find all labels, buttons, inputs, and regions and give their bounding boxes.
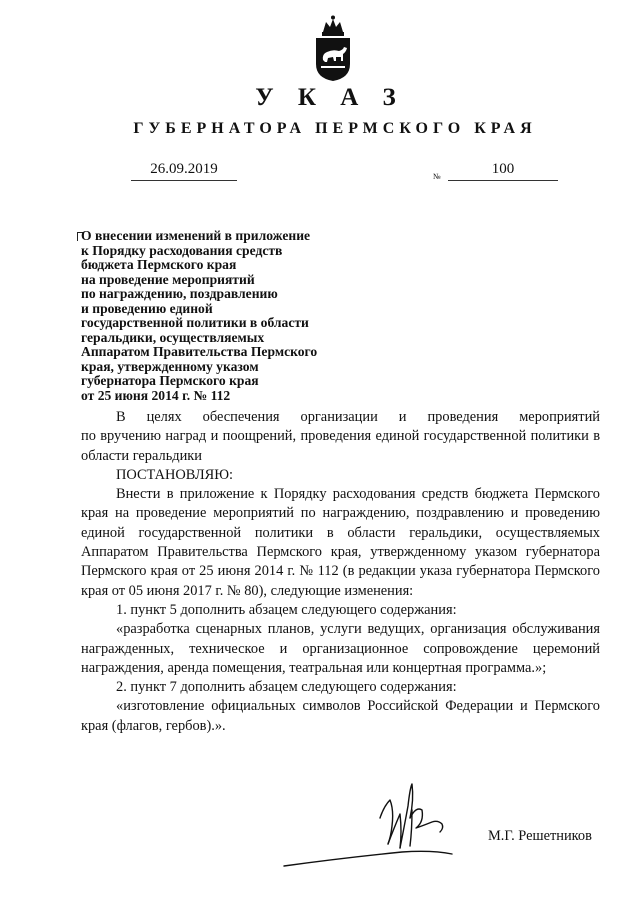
heading-line: на проведение мероприятий — [81, 271, 255, 287]
document-date: 26.09.2019 — [150, 161, 218, 177]
document-heading — [81, 229, 371, 403]
heading-line: Аппаратом Правительства Пермского — [81, 344, 318, 359]
document-subtitle: ГУБЕРНАТОРА ПЕРМСКОГО КРАЯ — [133, 120, 537, 137]
date-field — [131, 161, 237, 181]
heading-line: по награждению, поздравлению — [81, 286, 278, 301]
heading-line: и проведению единой — [81, 300, 213, 316]
date-underline — [131, 180, 237, 181]
signer-name: М.Г. Решетников — [488, 828, 592, 844]
item-2: 2. пункт 7 дополнить абзацем следующего содержания: — [116, 679, 457, 696]
document-number: 100 — [491, 161, 515, 177]
decree-word: ПОСТАНОВЛЯЮ: — [116, 466, 234, 483]
number-field — [448, 161, 558, 181]
heading-line: О внесении изменений в приложение — [81, 228, 311, 243]
heading-line: от 25 июня 2014 г. № 112 — [81, 387, 231, 403]
quote-2: «изготовление официальных символов Российской Федерации и Пермского края (флагов, гербов).». — [81, 698, 600, 734]
preamble-rest: по вручению наград и поощрений, проведения единой государственной политики в области геральдики — [81, 428, 600, 464]
quote-1: «разработка сценарных планов, услуги ведущих, организация обслуживания награжденных, техническое и организационное сопровождение церемоний награждения, аренда помещения, театральная или концертная программа.»; — [81, 621, 600, 676]
document-body — [81, 408, 600, 736]
heading-line: к Порядку расходования средств — [81, 242, 283, 258]
document-title: У К А З — [255, 84, 405, 111]
preamble-first-line: В целях обеспечения организации и проведения мероприятий — [116, 409, 600, 425]
number-label: № — [433, 172, 441, 181]
heading-line: бюджета Пермского края — [81, 257, 237, 272]
main-paragraph: Внести в приложение к Порядку расходования средств бюджета Пермского края на проведение мероприятий по награждению, поздравлению и проведению единой государственной политики в области геральдики, осуществляемых Аппаратом Правительства Пермского края, утвержденному указом губернатора Пермского края от 25 июня 2014 г. № 112 (в редакции указа губернатора Пермского края от 05 июня 2017 г. № 80), следующие изменения: — [81, 486, 600, 599]
heading-line: края, утвержденному указом — [81, 358, 259, 374]
heading-line: геральдики, осуществляемых — [81, 329, 265, 345]
heading-line: государственной политики в области — [81, 315, 309, 330]
heading-line: губернатора Пермского края — [81, 373, 259, 388]
number-underline — [448, 180, 558, 181]
item-1: 1. пункт 5 дополнить абзацем следующего содержания: — [116, 601, 457, 618]
handwritten-signature-icon — [282, 770, 482, 870]
perm-krai-coat-of-arms-icon — [312, 14, 354, 82]
